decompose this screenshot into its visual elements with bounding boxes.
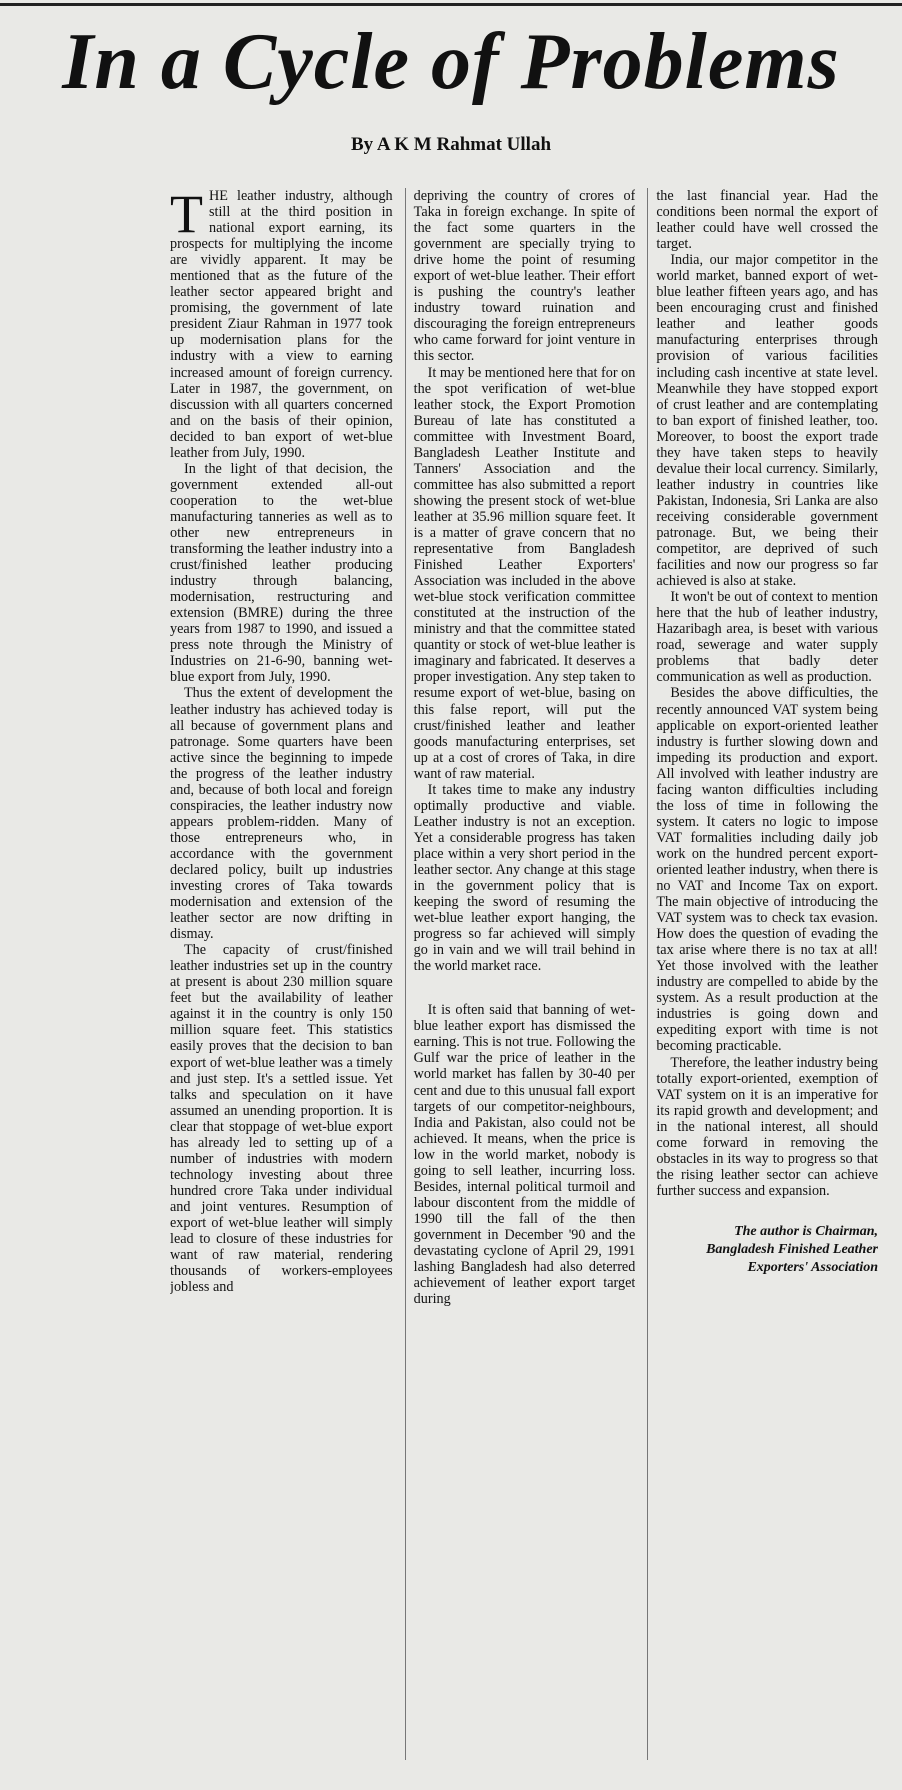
paragraph: India, our major competitor in the world market, banned export of wet-blue leather fifteen years ago, and has been encouraging crust and finished leather and leather goods manufacturing enterprises through provision of various facilities including cash incentive at state level. Meanwhile they have stopped export of crust leather and are contemplating to ban export of finished leather, too. Moreover, to boost the export trade they have taken steps to heavily devalue their local currency. Similarly, leather industry in countries like Pakistan, Indonesia, Sri Lanka are also receiving considerable government patronage. But, we being their competitor, are deprived of such facilities and now our progress so far achieved is also at stake. (656, 252, 878, 590)
author-note-line: Exporters' Association (747, 1259, 878, 1275)
paragraph: Besides the above difficulties, the recently announced VAT system being applicable on export-oriented leather industry is further slowing down and impeding its production and export. All involved with leather industry are facing wanton difficulties including the loss of time in following the system. It caters no logic to impose VAT formalities including daily job work on the hundred percent export-oriented leather industry, when there is no VAT and Income Tax on export. The main objective of introducing the VAT system was to check tax evasion. How does the question of evading the tax arise where there is no tax at all! Yet those involved with the leather industry are compelled to abide by the system. As a result production at the industries is going down and expediting export with time is not becoming practicable. (656, 685, 878, 1055)
paragraph: Therefore, the leather industry being totally export-oriented, exemption of VAT system on it is an imperative for its rapid growth and development; and in the national interest, all should come forward in removing the obstacles in its way to progress so that the rising leather sector can achieve further success and expansion. (656, 1054, 878, 1199)
column-3 (647, 188, 878, 1760)
author-note (656, 1223, 878, 1277)
paragraph: It is often said that banning of wet-blue leather export has dismissed the earning. This is not true. Following the Gulf war the price of leather in the world market has fallen by 30-40 per cent and due to this unusual fall export targets of our competitor-neighbours, India and Pakistan, also could not be achieved. It means, when the price is low in the world market, nobody is going to sell leather, incurring loss. Besides, internal political turmoil and labour discontent from the middle of 1990 till the fall of the then government in December '90 and the devastating cyclone of April 29, 1991 lashing Bangladesh had also deterred achievement of leather export target during (413, 1002, 636, 1308)
paragraph: It may be mentioned here that for on the spot verification of wet-blue leather stock, the Export Promotion Bureau of late has constituted a committee with Investment Board, Bangladesh Leather Institute and Tanners' Association and the committee has also submitted a report showing the present stock of wet-blue leather at 35.96 million square feet. It is a matter of grave concern that no representative from Bangladesh Finished Leather Exporters' Association was included in the above wet-blue stock verification committee constituted at the instruction of the ministry and that the committee stated quantity or stock of wet-blue leather is imaginary and fabricated. It deserves a proper investigation. Any step taken to resume export of wet-blue, basing on this false report, will put the crust/finished leather and leather goods manufacturing enterprises, set up at a cost of crores of Taka, in dire want of raw material. (413, 364, 636, 782)
paragraph: In the light of that decision, the government extended all-out cooperation to the wet-blue manufacturing tanneries as well as to other new entrepreneurs in transforming the leather industry into a crust/finished leather producing industry through balancing, modernisation, restructuring and extension (BMRE) during the three years from 1987 to 1990, and issued a press note through the Ministry of Industries on 21-6-90, banning wet-blue export from July, 1990. (170, 460, 393, 686)
top-rule (0, 3, 902, 6)
paragraph: THE leather industry, although still at the third position in national export earning, its prospects for multiplying the income are vividly apparent. It may be mentioned that as the future of the leather sector appeared bright and promising, the government of late president Ziaur Rahman in 1977 took up modernisation plans for the industry with a view to earning increased amount of foreign currency. Later in 1987, the government, on discussion with all quarters concerned and on the basis of their opinion, decided to ban export of wet-blue leather from July, 1990. (170, 188, 393, 461)
paragraph: Thus the extent of development the leather industry has achieved today is all because of government plans and patronage. Some quarters have been active since the beginning to impede the progress of the leather industry and, because of both local and foreign conspiracies, the leather industry now appears problem-ridden. Many of those entrepreneurs who, in accordance with the government declared policy, built up industries investing crores of Taka towards modernisation and extension of the leather sector are now drifting in dismay. (170, 685, 393, 943)
column-1 (170, 188, 393, 1760)
author-note-line: The author is Chairman, (734, 1223, 878, 1239)
article-title: In a Cycle of Problems (62, 18, 840, 106)
paragraph: the last financial year. Had the conditions been normal the export of leather could have well crossed the target. (656, 188, 878, 253)
paragraph: The capacity of crust/finished leather industries set up in the country at present is about 230 million square feet but the availability of leather against it in the country is only 150 million square feet. This statistics easily proves that the decision to ban export of wet-blue leather was a timely and just step. It's a settled issue. Yet talks and speculation on it have assumed an unending proportion. It is clear that stoppage of wet-blue export has already led to setting up of a number of industries with modern technology investing about three hundred crore Taka under individual and joint ventures. Resumption of export of wet-blue leather will simply lead to closure of these industries for want of raw material, rendering thousands of workers-employees jobless and (170, 942, 393, 1296)
paragraph: It takes time to make any industry optimally productive and viable. Leather industry is not an exception. Yet a considerable progress has taken place within a very short period in the leather sector. Any change at this stage in the government policy that is keeping the sword of resuming the wet-blue leather export hanging, the progress so far achieved will simply go in vain and we will trail behind in the world market race. (413, 781, 636, 975)
article-columns (170, 188, 878, 1760)
drop-cap: T (170, 188, 203, 244)
paragraph: depriving the country of crores of Taka in foreign exchange. In spite of the fact some quarters in the government are specially trying to drive home the point of resuming export of wet-blue leather. Their effort is pushing the country's leather industry toward ruination and discouraging the foreign entrepreneurs who came forward for joint venture in this sector. (413, 188, 636, 365)
paragraph: It won't be out of context to mention here that the hub of leather industry, Hazaribagh area, is beset with various road, sewerage and water supply problems that badly deter communication as well as production. (656, 589, 878, 686)
column-2 (405, 188, 636, 1760)
byline: By A K M Rahmat Ullah (350, 134, 552, 155)
author-note-line: Bangladesh Finished Leather (706, 1241, 878, 1257)
